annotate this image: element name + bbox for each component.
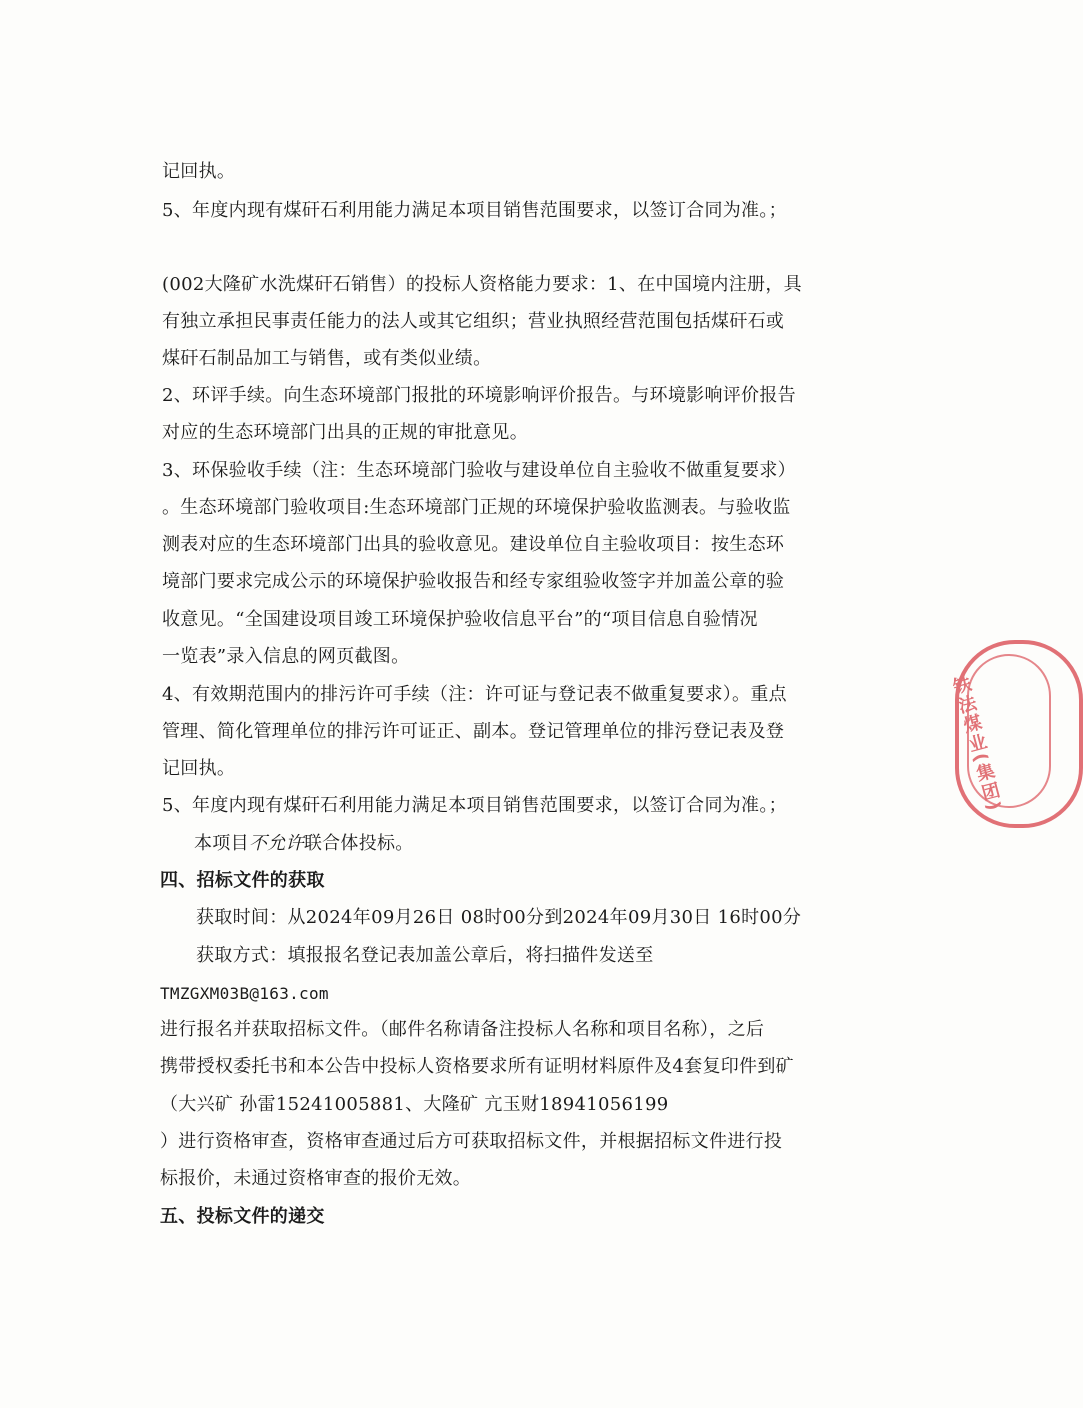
- text-line: 携带授权委托书和本公告中投标人资格要求所有证明材料原件及4套复印件到矿: [160, 1056, 794, 1077]
- text-line: 5、年度内现有煤矸石利用能力满足本项目销售范围要求，以签订合同为准。；: [162, 795, 787, 816]
- consortium-emphasis: 不允许: [248, 833, 304, 854]
- section-4-heading: 四、招标文件的获取: [160, 870, 325, 891]
- text-line: 境部门要求完成公示的环境保护验收报告和经专家组验收签字并加盖公章的验: [162, 571, 785, 592]
- text-line: 2、环评手续。向生态环境部门报批的环境影响评价报告。与环境影响评价报告: [162, 385, 796, 406]
- text-line: 。生态环境部门验收项目:生态环境部门正规的环境保护验收监测表。与验收监: [162, 497, 791, 518]
- section-5-heading: 五、投标文件的递交: [160, 1206, 325, 1227]
- text-line: 有独立承担民事责任能力的法人或其它组织；营业执照经营范围包括煤矸石或: [162, 311, 785, 332]
- text-line: 记回执。: [162, 161, 236, 182]
- text-line: 记回执。: [162, 758, 236, 779]
- text-line: 5、年度内现有煤矸石利用能力满足本项目销售范围要求，以签订合同为准。；: [162, 200, 787, 221]
- acquisition-time: 获取时间：从2024年09月26日 08时00分到2024年09月30日 16时00分: [196, 907, 802, 928]
- text-line: 标报价，未通过资格审查的报价无效。: [160, 1168, 472, 1189]
- text-line: 一览表”录入信息的网页截图。: [162, 646, 410, 667]
- text-line: 收意见。“全国建设项目竣工环境保护验收信息平台”的“项目信息自验情况: [162, 609, 758, 630]
- text-line: 对应的生态环境部门出具的正规的审批意见。: [162, 422, 528, 443]
- consortium-suffix: 联合体投标。: [303, 833, 414, 854]
- consortium-prefix: 本项目: [194, 833, 249, 854]
- seal-stamp: [948, 640, 1083, 828]
- text-line: ）进行资格审查，资格审查通过后方可获取招标文件，并根据招标文件进行投: [160, 1131, 783, 1152]
- consortium-line: [194, 832, 414, 856]
- text-line: （大兴矿 孙雷15241005881、大隆矿 亢玉财18941056199: [160, 1094, 669, 1115]
- text-line: 4、有效期范围内的排污许可手续（注：许可证与登记表不做重复要求）。重点: [162, 684, 787, 705]
- text-line: 3、环保验收手续（注：生态环境部门验收与建设单位自主验收不做重复要求）: [162, 460, 796, 481]
- text-line: 进行报名并获取招标文件。（邮件名称请备注投标人名称和项目名称），之后: [160, 1019, 765, 1040]
- text-line: 煤矸石制品加工与销售，或有类似业绩。: [162, 348, 492, 369]
- text-line: 管理、简化管理单位的排污许可证正、副本。登记管理单位的排污登记表及登: [162, 721, 785, 742]
- text-line: 测表对应的生态环境部门出具的验收意见。建设单位自主验收项目：按生态环: [162, 534, 785, 555]
- seal-text: 铁法煤业(集团): [948, 673, 1005, 815]
- acquisition-method: 获取方式：填报报名登记表加盖公章后，将扫描件发送至: [196, 945, 654, 966]
- text-line: (002大隆矿水洗煤矸石销售）的投标人资格能力要求：1、在中国境内注册，具: [162, 274, 802, 295]
- contact-email: TMZGXM03B@163.com: [160, 984, 329, 1003]
